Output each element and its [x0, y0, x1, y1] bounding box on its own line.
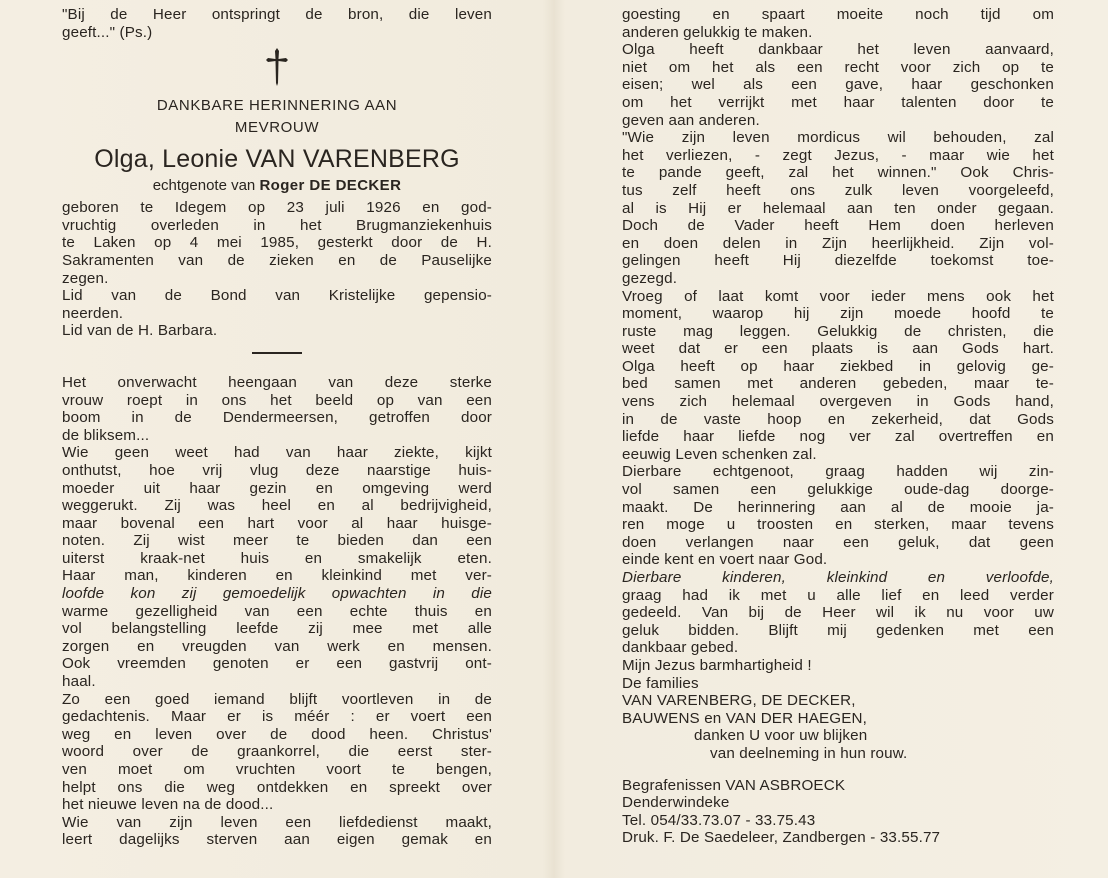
thanks-line: van deelneming in hun rouw. — [710, 744, 908, 762]
body-line: woord over de graankorrel, die eerst ster- — [62, 743, 492, 761]
body-line: uiterst kraak-net huis en smakelijk eten. — [62, 549, 492, 567]
body-line: ren moge u troosten en sterken, maar tevens — [622, 516, 1054, 534]
body-line: geven aan anderen. — [622, 111, 760, 129]
spouse-name: Roger DE DECKER — [259, 177, 402, 195]
body-line: noten. Zij wist meer te bieden dan een — [62, 532, 492, 550]
body-line: doen verlangen naar een geluk, dat geen — [622, 533, 1054, 551]
body-line: geluk bidden. Blijft mij gedenken met een — [622, 621, 1054, 639]
body-line: onthutst, hoe vrij vlug deze naarstige huis- — [62, 461, 492, 479]
undertaker-line: Denderwindeke — [622, 794, 730, 812]
body-line: Olga heeft op haar ziekbed in gelovig ge- — [622, 357, 1054, 375]
body-line: gedeeld. Van bij de Heer wil ik nu voor uw — [622, 604, 1054, 622]
bio-line: neerden. — [62, 304, 124, 322]
body-line: gelingen heeft Hij diezelfde toekomst toe- — [622, 252, 1054, 270]
body-line: eeuwig Leven schenken zal. — [622, 445, 817, 463]
opening-quote-line: "Bij de Heer ontspringt de bron, die leven — [62, 6, 492, 23]
body-line: de bliksem... — [62, 426, 150, 444]
undertaker-line: Druk. F. De Saedeleer, Zandbergen - 33.55.77 — [622, 829, 941, 847]
bio-line: Lid van de Bond van Kristelijke gepensio- — [62, 287, 492, 305]
body-line: het nieuwe leven na de dood... — [62, 796, 274, 814]
deceased-name: Olga, Leonie VAN VARENBERG — [94, 145, 460, 174]
body-line: vol samen een gelukkige oude-dag doorge- — [622, 481, 1054, 499]
left-column — [62, 6, 492, 849]
body-line: Haar man, kinderen en kleinkind met ver- — [62, 567, 492, 585]
bio-line: te Laken op 4 mei 1985, gesterkt door de H. — [62, 234, 492, 252]
body-line: liefde haar liefde nog ver zal overtreffen en — [622, 428, 1054, 446]
body-line: anderen gelukkig te maken. — [622, 23, 813, 41]
body-line: in de vaste hoop en zekerheid, dat Gods — [622, 410, 1054, 428]
body-line: Het onverwacht heengaan van deze sterke — [62, 373, 492, 391]
body-line: weet dat er een plaats is aan Gods hart. — [622, 340, 1054, 358]
left-body-text — [62, 374, 492, 849]
body-line: ruste mag leggen. Gelukkig de christen, die — [622, 322, 1054, 340]
body-line: het verliezen, - zegt Jezus, - maar wie het — [622, 146, 1054, 164]
body-line: weg en leven over de dood heen. Christus' — [62, 725, 492, 743]
family-names: VAN VARENBERG, DE DECKER, — [622, 692, 856, 710]
body-line: vrouw roept in ons het beeld op van een — [62, 391, 492, 409]
body-line: om het verrijkt met haar talenten door te — [622, 93, 1054, 111]
body-line: Dierbare echtgenoot, graag hadden wij zin- — [622, 463, 1054, 481]
body-line: Olga heeft dankbaar het leven aanvaard, — [622, 41, 1054, 59]
body-line: graag had ik met u alle lief en leed verder — [622, 586, 1054, 604]
body-line: tus zelf heeft ons zulk leven voorgeleefd, — [622, 181, 1054, 199]
body-line: Zo een goed iemand blijft voortleven in de — [62, 690, 492, 708]
right-column — [622, 6, 1054, 847]
body-line: al is Hij er helemaal aan ten onder gegaan. — [622, 199, 1054, 217]
heading-line: MEVROUW — [234, 119, 320, 137]
cross-icon — [62, 47, 492, 87]
body-line: dankbaar gebed. — [622, 639, 739, 657]
body-line: einde kent en voert naar God. — [622, 551, 828, 569]
body-line: moment, waarop hij zijn moede hoofd te — [622, 305, 1054, 323]
body-line: helpt ons die weg ontdekken en spreekt over — [62, 778, 492, 796]
body-line: en doen delen in Zijn heerlijkheid. Zijn vol- — [622, 234, 1054, 252]
body-line: maar bovenal een hart voor al haar huisge- — [62, 514, 492, 532]
body-line: Mijn Jezus barmhartigheid ! — [622, 656, 812, 674]
undertaker-block — [622, 777, 1054, 847]
body-line: ven moet om vruchten voort te bengen, — [62, 761, 492, 778]
body-line: warme gezelligheid van een echte thuis en — [62, 602, 492, 620]
body-line: boom in de Dendermeersen, getroffen door — [62, 409, 492, 427]
spouse-prefix: echtgenote van — [152, 177, 256, 195]
undertaker-line: Begrafenissen VAN ASBROECK — [622, 776, 846, 794]
body-line: loofde kon zij gemoedelijk opwachten in die — [62, 585, 492, 603]
body-line: "Wie zijn leven mordicus wil behouden, zal — [622, 129, 1054, 147]
bio-line: zegen. — [62, 269, 109, 287]
body-line: goesting en spaart moeite noch tijd om — [622, 6, 1054, 23]
opening-quote-line: geeft..." (Ps.) — [62, 23, 153, 41]
spouse-line — [62, 175, 492, 199]
body-line: moeder uit haar gezin en omgeving werd — [62, 479, 492, 497]
undertaker-line: Tel. 054/33.73.07 - 33.75.43 — [622, 811, 816, 829]
body-line: Ook vreemden genoten er een gastvrij ont- — [62, 655, 492, 673]
divider-rule — [252, 352, 302, 354]
body-line: zorgen en vreugden van werk en mensen. — [62, 637, 492, 655]
body-line: vens zich helemaal overgeven in Gods hand, — [622, 393, 1054, 411]
bio-line: Sakramenten van de zieken en de Pauselijke — [62, 251, 492, 269]
body-line: maakt. De herinnering aan al de mooie ja- — [622, 498, 1054, 516]
body-line: niet om het als een recht voor zich op te — [622, 58, 1054, 76]
thanks-line: danken U voor uw blijken — [694, 727, 868, 745]
body-line: eisen; wel als een gave, haar geschonken — [622, 76, 1054, 94]
body-line: haal. — [62, 673, 96, 691]
body-line: Wie geen weet had van haar ziekte, kijkt — [62, 444, 492, 462]
bio-line: Lid van de H. Barbara. — [62, 322, 218, 340]
body-line: leert dagelijks sterven aan eigen gemak en — [62, 831, 492, 849]
bio-line: geboren te Idegem op 23 juli 1926 en god- — [62, 199, 492, 217]
body-line: Doch de Vader heeft Hem doen herleven — [622, 217, 1054, 235]
body-line: te pande geeft, zal het winnen." Ook Chris- — [622, 164, 1054, 182]
body-line: bed samen met anderen gebeden, maar te- — [622, 375, 1054, 393]
body-line: vol belangstelling leefde zij mee met alle — [62, 620, 492, 638]
bio-line: vruchtig overleden in het Brugmanziekenhuis — [62, 216, 492, 234]
right-body-text — [622, 6, 1054, 675]
body-line: weggerukt. Zij was heel en al bedrijvigheid, — [62, 497, 492, 515]
family-names: BAUWENS en VAN DER HAEGEN, — [622, 709, 867, 727]
families-intro: De families — [622, 674, 699, 692]
biography — [62, 199, 492, 340]
body-line: Vroeg of laat komt voor ieder mens ook het — [622, 287, 1054, 305]
body-line: gedachtenis. Maar er is méér : er voert een — [62, 708, 492, 726]
body-line: Dierbare kinderen, kleinkind en verloofde, — [622, 569, 1054, 586]
body-line: gezegd. — [622, 269, 678, 287]
families-block — [622, 675, 1054, 763]
body-line: Wie van zijn leven een liefdedienst maakt, — [62, 813, 492, 831]
heading-line: DANKBARE HERINNERING AAN — [156, 97, 398, 115]
